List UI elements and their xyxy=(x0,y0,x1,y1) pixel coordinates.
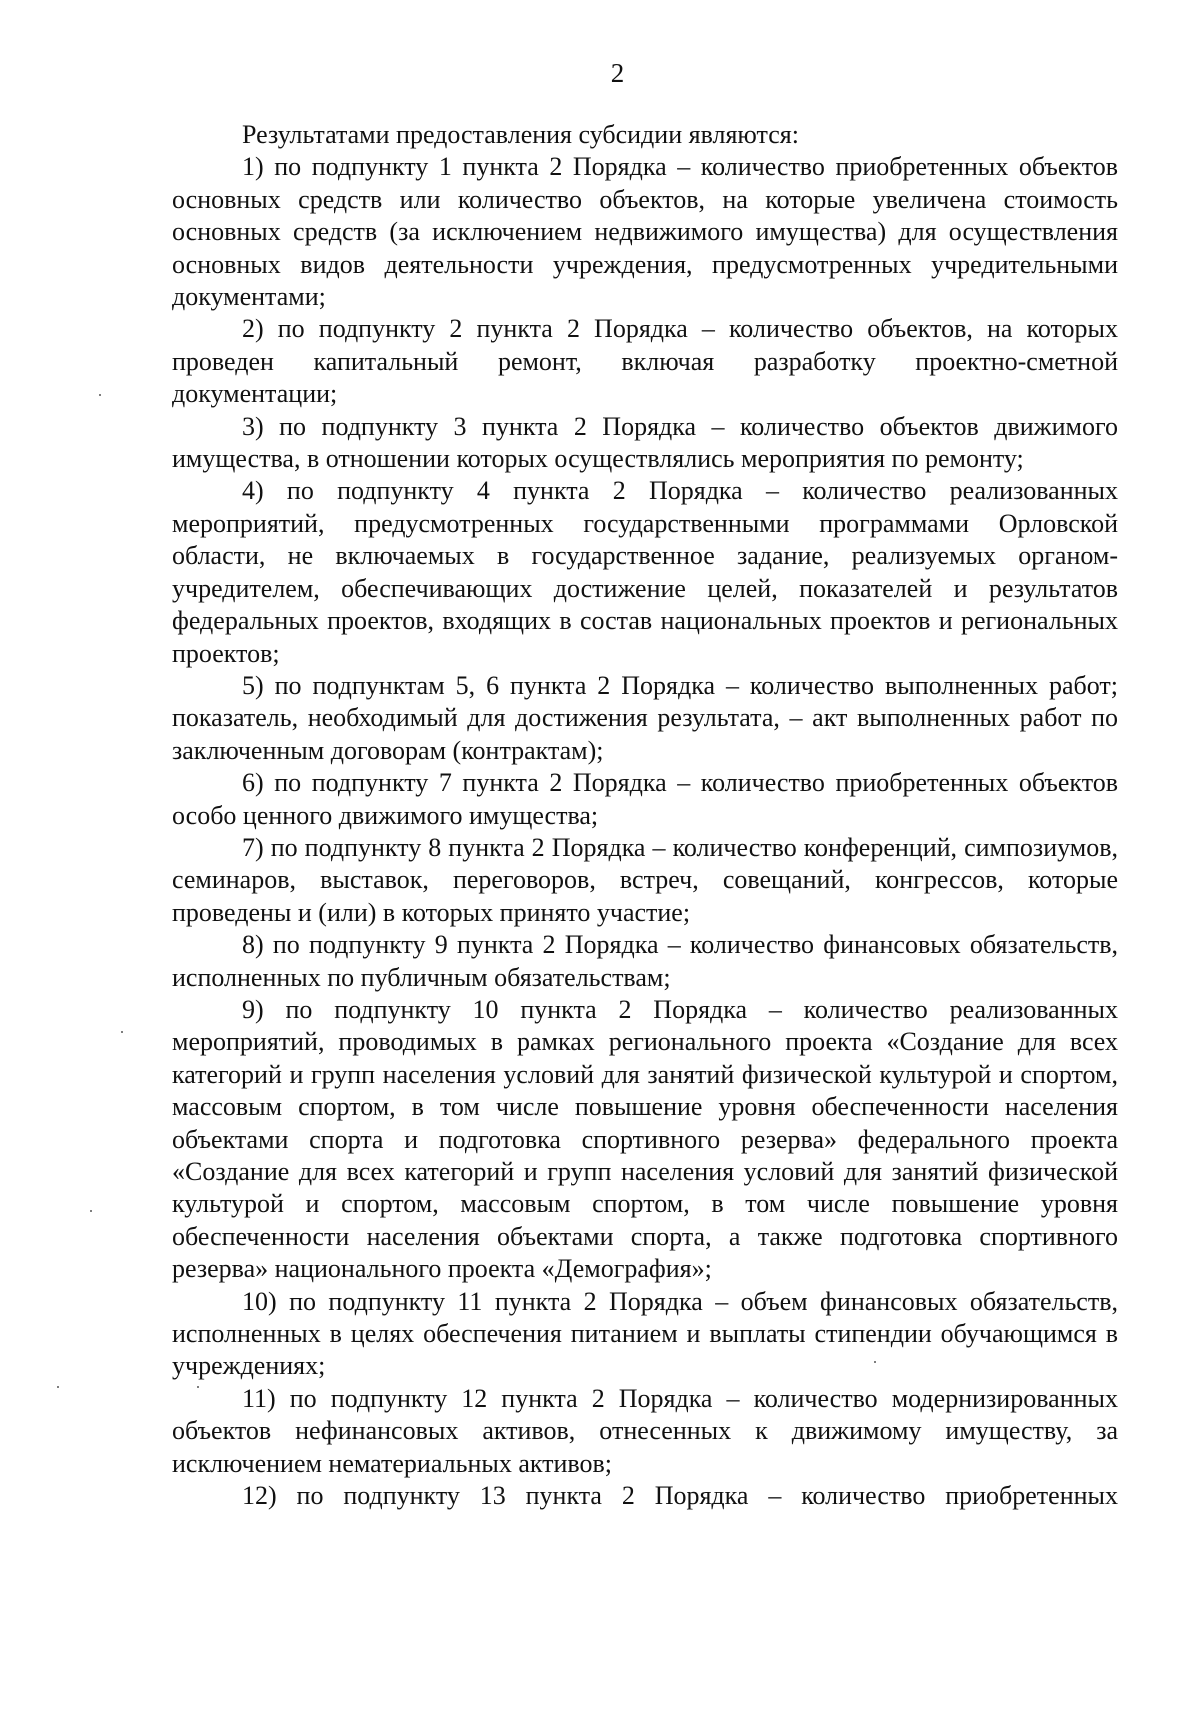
list-item-10: 10) по подпункту 11 пункта 2 Порядка – объем финансовых обязательств, исполненных в целях обеспечения питанием и выплаты стипендии обучающимся в учреждениях; xyxy=(172,1286,1118,1381)
list-item-4: 4) по подпункту 4 пункта 2 Порядка – количество реализованных мероприятий, предусмотренных государственными программами Орловской области, не включаемых в государственное задание, реализуемых органом-учредителем, обеспечивающих достижение целей, показателей и результатов федеральных проектов, входящих в состав национальных проектов и региональных проектов; xyxy=(172,476,1118,668)
intro-paragraph: Результатами предоставления субсидии являются: xyxy=(242,120,799,149)
list-item-11: 11) по подпункту 12 пункта 2 Порядка – количество модернизированных объектов нефинансовых активов, отнесенных к движимому имуществу, за исключением нематериальных активов; xyxy=(172,1383,1118,1478)
scan-speck xyxy=(90,1210,92,1212)
scan-speck xyxy=(121,1031,123,1033)
scan-speck xyxy=(99,394,101,396)
list-item-5: 5) по подпунктам 5, 6 пункта 2 Порядка – количество выполненных работ; показатель, необходимый для достижения результата, – акт выполненных работ по заключенным договорам (контрактам); xyxy=(172,670,1118,765)
document-body xyxy=(172,119,1118,1512)
list-item-3: 3) по подпункту 3 пункта 2 Порядка – количество объектов движимого имущества, в отношении которых осуществлялись мероприятия по ремонту; xyxy=(172,411,1118,474)
list-item-12: 12) по подпункту 13 пункта 2 Порядка – количество приобретенных xyxy=(242,1481,1118,1511)
list-item-6: 6) по подпункту 7 пункта 2 Порядка – количество приобретенных объектов особо ценного движимого имущества; xyxy=(172,768,1118,830)
scan-speck xyxy=(197,1386,199,1388)
list-item-8: 8) по подпункту 9 пункта 2 Порядка – количество финансовых обязательств, исполненных по публичным обязательствам; xyxy=(172,930,1118,992)
list-item-7: 7) по подпункту 8 пункта 2 Порядка – количество конференций, симпозиумов, семинаров, выставок, переговоров, встреч, совещаний, конгрессов, которые проведены и (или) в которых принято участие; xyxy=(172,832,1118,927)
scan-speck xyxy=(874,1361,876,1363)
list-item-1: 1) по подпункту 1 пункта 2 Порядка – количество приобретенных объектов основных средств или количество объектов, на которые увеличена стоимость основных средств (за исключением недвижимого имущества) для осуществления основных видов деятельности учреждения, предусмотренных учредительными документами; xyxy=(172,152,1118,312)
page-number: 2 xyxy=(610,58,625,88)
list-item-9: 9) по подпункту 10 пункта 2 Порядка – количество реализованных мероприятий, проводимых в рамках регионального проекта «Создание для всех категорий и групп населения условий для занятий физической культурой и спортом, массовым спортом, в том числе повышение уровня обеспеченности населения объектами спорта и подготовка спортивного резерва» федерального проекта «Создание для всех категорий и групп населения условий для занятий физической культурой и спортом, массовым спортом, в том числе повышение уровня обеспеченности населения объектами спорта, а также подготовка спортивного резерва» национального проекта «Демография»; xyxy=(172,994,1118,1284)
list-item-2: 2) по подпункту 2 пункта 2 Порядка – количество объектов, на которых проведен капитальный ремонт, включая разработку проектно-сметной документации; xyxy=(172,314,1118,409)
scan-speck xyxy=(57,1386,59,1388)
